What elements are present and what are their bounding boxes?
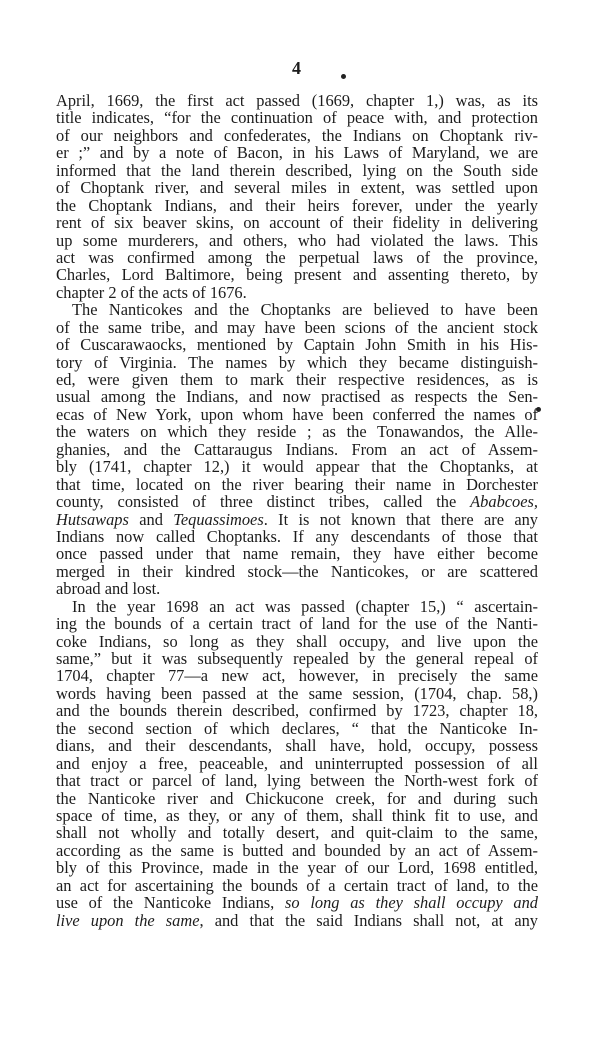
text-line: rent of six beaver skins, on account of their fidelity in delivering [56, 213, 538, 233]
text-run: , and that the said Indians shall not, at any [199, 910, 538, 930]
text-line [56, 894, 538, 911]
text-line: the Choptank Indians, and their heirs forever, under the yearly [56, 195, 538, 215]
text-line: that time, located on the river bearing their name in Dorchester [56, 474, 538, 494]
italic-phrase: so long as they shall occupy and [285, 893, 538, 913]
text-line: er ;” and by a note of Bacon, in his Laws of Maryland, we are [56, 143, 538, 163]
text-line: abroad and lost. [56, 579, 161, 599]
text-line: bly of this Province, made in the year of our Lord, 1698 entitled, [56, 858, 538, 878]
text-line: title indicates, “for the continuation of peace with, and protection [56, 108, 538, 128]
text-line: up some murderers, and others, who had violated the laws. This [56, 230, 538, 250]
text-line: The Nanticokes and the Choptanks are believed to have been [72, 300, 538, 320]
text-line: Indians now called Choptanks. If any descendants of those that [56, 526, 538, 546]
text-run: use of the Nanticoke Indians, [56, 893, 275, 913]
text-line: an act for ascertaining the bounds of a certain tract of land, to the [56, 875, 538, 895]
italic-term: Ababcoes, [470, 492, 538, 512]
text-line: the Nanticoke river and Chickucone creek, for and during such [56, 788, 538, 808]
text-line: the second section of which declares, “ that the Nanticoke In- [56, 718, 538, 738]
text-line: coke Indians, so long as they shall occupy, and live upon the [56, 631, 538, 651]
text-line: Charles, Lord Baltimore, being present and assenting thereto, by [56, 265, 538, 285]
text-line: ing the bounds of a certain tract of land for the use of the Nanti- [56, 614, 538, 634]
text-line: April, 1669, the first act passed (1669, chapter 1,) was, as its [56, 91, 538, 110]
text-line: according as the same is butted and bounded by an act of Assem- [56, 840, 538, 860]
text-line: same,” but it was subsequently repealed by the general repeal of [56, 649, 538, 668]
italic-phrase: live upon the same [56, 910, 200, 930]
text-line: that tract or parcel of land, lying between the North-west fork of [56, 771, 538, 791]
text-line: shall not wholly and totally desert, and quit-claim to the same, [56, 823, 538, 843]
text-line: In the year 1698 an act was passed (chapter 15,) “ ascertain- [72, 596, 538, 616]
paragraph [56, 301, 538, 597]
text-line: informed that the land therein described, lying on the South side [56, 160, 538, 180]
text-line: ecas of New York, upon whom have been conferred the names of [56, 404, 538, 424]
text-line: 1704, chapter 77—a new act, however, in precisely the same [56, 666, 538, 686]
text-run: county, consisted of three distinct tribes, called the [56, 492, 457, 512]
paragraph [56, 92, 538, 301]
text-run: . It is not known that there are any [263, 509, 538, 529]
text-line: once passed under that name remain, they have either become [56, 544, 538, 564]
text-line: chapter 2 of the acts of 1676. [56, 282, 247, 302]
text-line: bly (1741, chapter 12,) it would appear that the Choptanks, at [56, 457, 538, 477]
text-line: space of time, as they, or any of them, shall think fit to use, and [56, 805, 538, 825]
text-line: ghanies, and the Cattaraugus Indians. From an act of Assem- [56, 439, 538, 459]
text-line: dians, and their descendants, shall have, hold, occupy, possess [56, 736, 538, 756]
text-line: and enjoy a free, peaceable, and uninterrupted possession of all [56, 753, 538, 773]
text-line [56, 511, 538, 528]
text-line: and the bounds therein described, confirmed by 1723, chapter 18, [56, 701, 538, 721]
body-text [56, 92, 538, 929]
text-line: tory of Virginia. The names by which they became distinguish- [56, 352, 538, 372]
text-line [56, 493, 538, 510]
paragraph [56, 598, 538, 929]
text-line: usual among the Indians, and now practised as respects the Sen- [56, 387, 538, 407]
italic-term: Tequassimoes [173, 509, 264, 529]
page-number: 4 [292, 58, 302, 78]
text-line: ed, were given them to mark their respective residences, as is [56, 370, 538, 389]
text-line: of Choptank river, and several miles in extent, was settled upon [56, 178, 538, 198]
text-run: and [139, 509, 163, 529]
text-line [56, 912, 538, 929]
text-line: act was confirmed among the perpetual laws of the province, [56, 247, 538, 267]
text-line: of our neighbors and confederates, the Indians on Choptank riv- [56, 125, 538, 145]
text-line: the waters on which they reside ; as the Tonawandos, the Alle- [56, 422, 538, 442]
text-line: merged in their kindred stock—the Nanticokes, or are scattered [56, 561, 538, 581]
italic-term: Hutsawaps [56, 509, 129, 529]
text-line: of the same tribe, and may have been scions of the ancient stock [56, 317, 538, 337]
print-speck [341, 74, 346, 79]
text-line: of Cuscarawaocks, mentioned by Captain John Smith in his His- [56, 335, 538, 355]
text-line: words having been passed at the same session, (1704, chap. 58,) [56, 683, 538, 703]
